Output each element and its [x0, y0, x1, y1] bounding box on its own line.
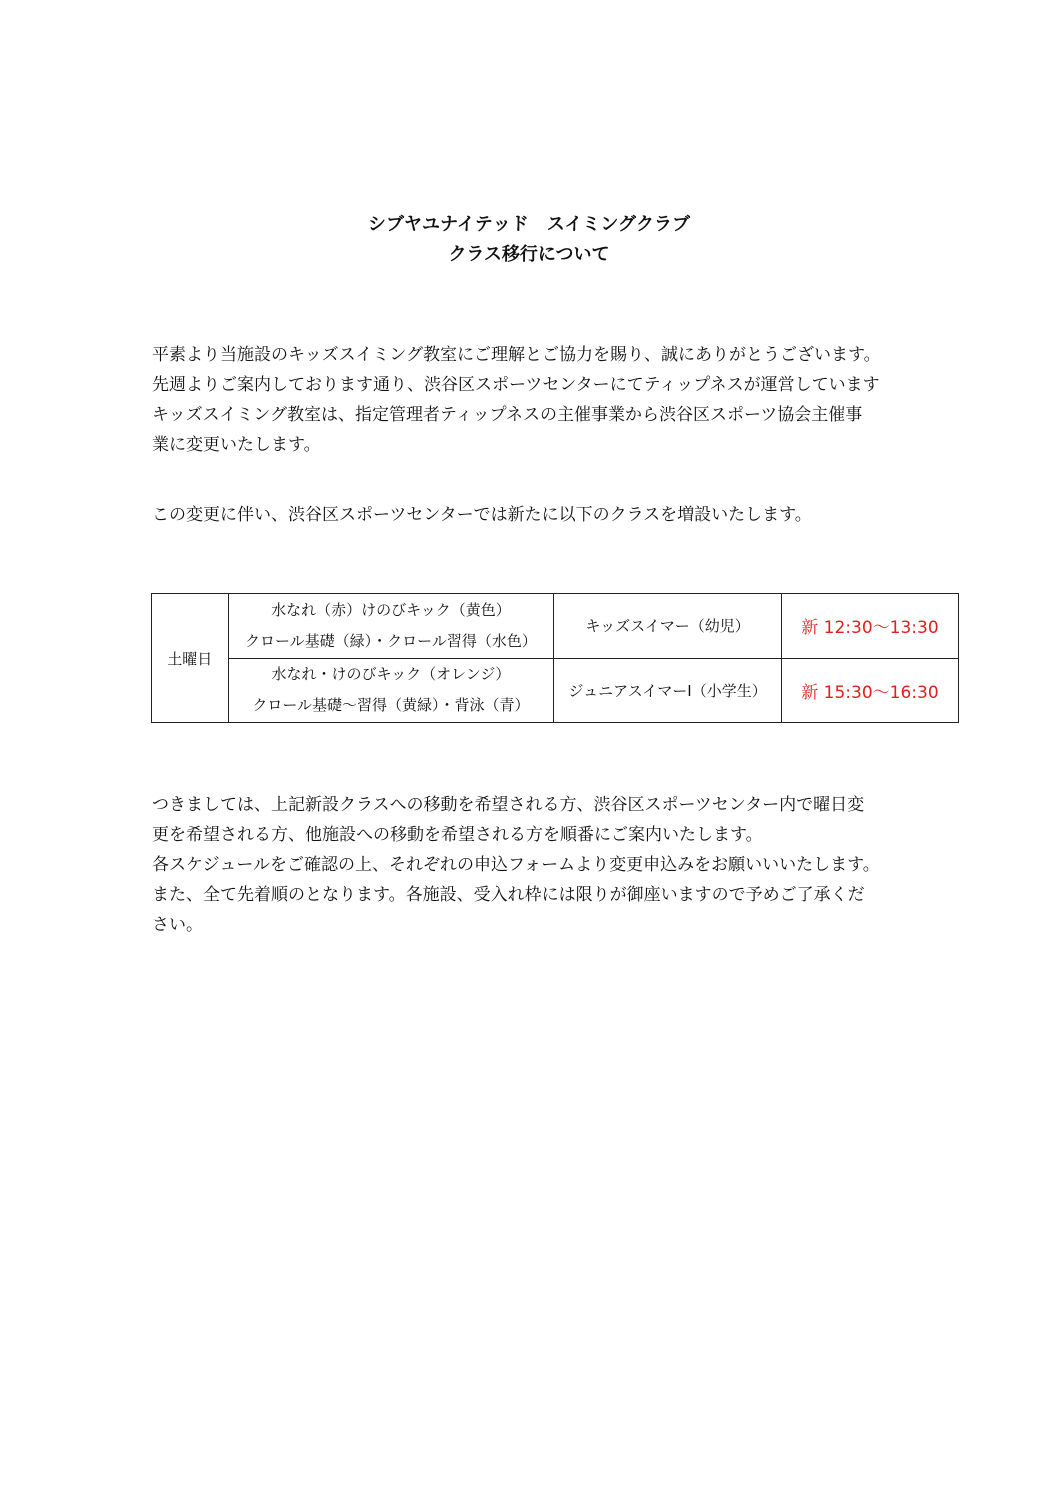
intro-line: 先週よりご案内しております通り、渋谷区スポーツセンターにてティップネスが運営しています [152, 375, 880, 395]
intro-line: キッズスイミング教室は、指定管理者ティップネスの主催事業から渋谷区スポーツ協会主催事 [152, 405, 863, 425]
table-row [152, 594, 959, 659]
change-notice-line: この変更に伴い、渋谷区スポーツセンターでは新たに以下のクラスを増設いたします。 [152, 505, 812, 525]
closing-line: つきましては、上記新設クラスへの移動を希望される方、渋谷区スポーツセンター内で曜日変 [152, 795, 865, 815]
table-row [152, 658, 959, 723]
target-cell: キッズスイマー（幼児） [554, 594, 782, 659]
class-line: 水なれ・けのびキック（オレンジ） [271, 665, 511, 684]
intro-line: 業に変更いたします。 [152, 435, 321, 455]
class-line: クロール基礎（緑）・クロール習得（水色） [244, 631, 537, 650]
title-club-name: シブヤユナイテッド スイミングクラブ [367, 214, 691, 235]
change-notice-paragraph [152, 500, 952, 530]
class-line: クロール基礎～習得（黄緑）・背泳（青） [252, 696, 530, 715]
time-cell: 新 15:30～16:30 [781, 658, 958, 723]
closing-line: 更を希望される方、他施設への移動を希望される方を順番にご案内いたします。 [152, 825, 763, 845]
class-cell [228, 658, 554, 723]
new-class-schedule-table [151, 593, 959, 723]
class-line: 水なれ（赤）けのびキック（黄色） [271, 600, 511, 619]
day-cell: 土曜日 [152, 594, 229, 723]
title-subject: クラス移行について [448, 244, 610, 265]
time-cell: 新 12:30～13:30 [781, 594, 958, 659]
intro-paragraph [152, 340, 952, 460]
intro-line: 平素より当施設のキッズスイミング教室にご理解とご協力を賜り、誠にありがとうございます。 [152, 345, 881, 365]
closing-line: 各スケジュールをご確認の上、それぞれの申込フォームより変更申込みをお願いいいたします。 [152, 855, 880, 875]
target-cell: ジュニアスイマーⅠ（小学生） [554, 658, 782, 723]
closing-line: さい。 [152, 915, 203, 935]
document-title [0, 210, 1058, 270]
closing-paragraph [152, 790, 952, 940]
closing-line: また、全て先着順のとなります。各施設、受入れ枠には限りが御座いますので予めご了承くだ [152, 885, 865, 905]
class-cell [228, 594, 554, 659]
